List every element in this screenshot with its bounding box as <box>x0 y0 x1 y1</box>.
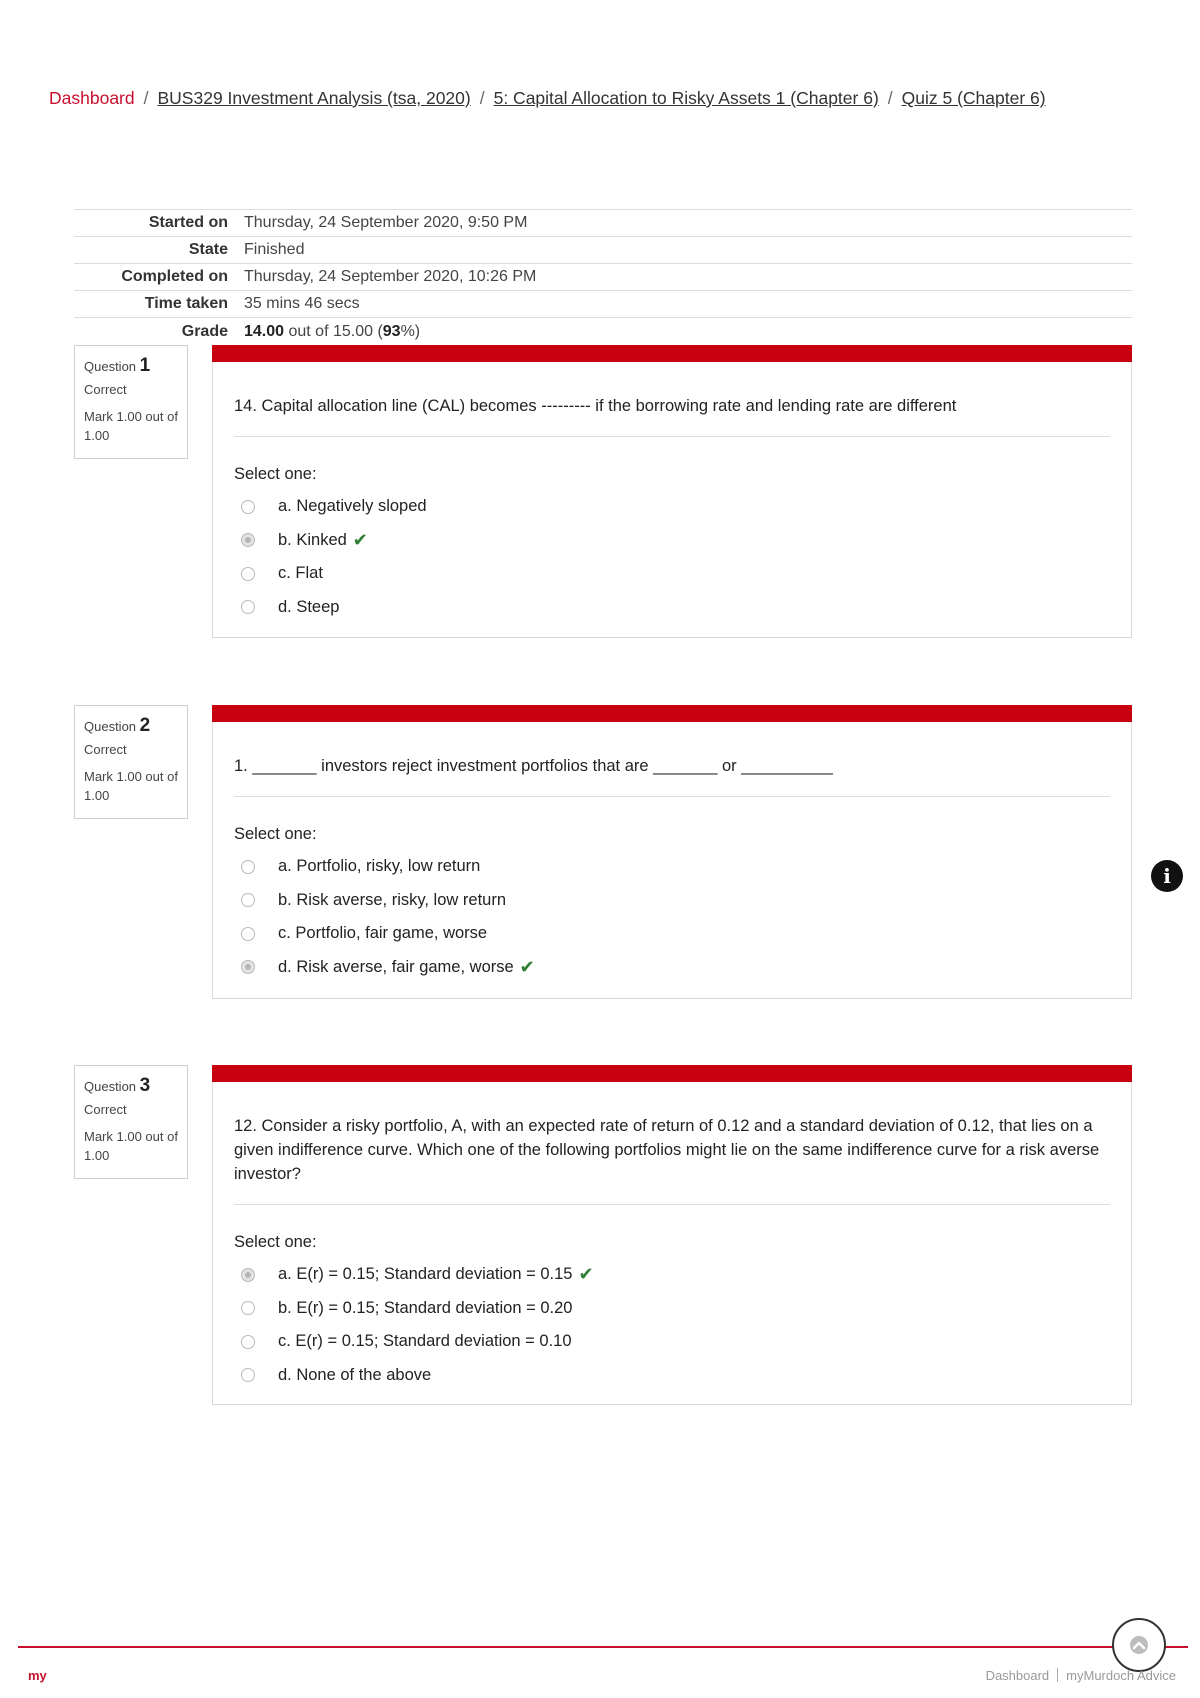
question-number-value: 3 <box>139 1075 151 1096</box>
question-number <box>84 1075 178 1097</box>
breadcrumb-topic-link[interactable]: 5: Capital Allocation to Risky Assets 1 (Chapter 6) <box>493 88 879 108</box>
grade-value <box>228 323 420 341</box>
answer-option[interactable] <box>234 1292 1131 1326</box>
footer-divider <box>18 1646 1188 1648</box>
radio-button-selected[interactable] <box>241 960 255 974</box>
answer-option-label: a. Portfolio, risky, low return <box>278 857 481 876</box>
select-one-prompt: Select one: <box>234 1233 317 1251</box>
answer-option-label: a. Negatively sloped <box>278 497 427 516</box>
summary-row-grade <box>74 318 1132 345</box>
question-number <box>84 715 178 737</box>
question-label: Question <box>84 359 137 374</box>
question-panel <box>212 1065 1132 1405</box>
question-text: 12. Consider a risky portfolio, A, with an expected rate of return of 0.12 and a standard deviation of 0.12, that lies on a given indifference curve. Which one of the following portfolios might lie on the same indifference curve for a risk averse investor? <box>234 1082 1110 1205</box>
answer-option[interactable] <box>234 557 1131 591</box>
question-label: Question <box>84 1079 137 1094</box>
footer-dashboard-link[interactable]: Dashboard <box>985 1668 1050 1683</box>
question-number-value: 1 <box>139 355 151 376</box>
grade-out-of: out of 15.00 ( <box>284 322 383 340</box>
answer-option[interactable] <box>234 1325 1131 1359</box>
question-mark: Mark 1.00 out of 1.00 <box>84 769 178 803</box>
answer-options <box>234 490 1131 624</box>
answer-options <box>234 850 1131 984</box>
question-mark: Mark 1.00 out of 1.00 <box>84 409 178 443</box>
info-icon[interactable]: i <box>1151 860 1183 892</box>
radio-button[interactable] <box>241 567 255 581</box>
question-panel <box>212 705 1132 999</box>
breadcrumb-separator: / <box>479 88 485 108</box>
scroll-to-top-button[interactable] <box>1112 1618 1166 1672</box>
completed-label: Completed on <box>121 268 228 285</box>
footer-separator <box>1057 1668 1058 1682</box>
answer-options <box>234 1258 1131 1392</box>
answer-option[interactable] <box>234 917 1131 951</box>
summary-row-completed <box>74 264 1132 291</box>
time-taken-label: Time taken <box>144 295 228 312</box>
question-info-box <box>74 1065 188 1179</box>
started-label: Started on <box>148 214 228 231</box>
completed-value: Thursday, 24 September 2020, 10:26 PM <box>244 268 537 285</box>
select-one-prompt: Select one: <box>234 465 317 483</box>
question-state: Correct <box>84 382 127 397</box>
radio-button-selected[interactable] <box>241 1268 255 1282</box>
question-text: 1. _______ investors reject investment portfolios that are _______ or __________ <box>234 722 1110 797</box>
question-text: 14. Capital allocation line (CAL) becomes --------- if the borrowing rate and lending rate are different <box>234 362 1110 437</box>
grade-label: Grade <box>181 322 228 340</box>
answer-option[interactable] <box>234 884 1131 918</box>
question-state: Correct <box>84 742 127 757</box>
radio-button[interactable] <box>241 1368 255 1382</box>
answer-option[interactable] <box>234 524 1131 558</box>
answer-option-label: a. E(r) = 0.15; Standard deviation = 0.15 <box>278 1265 573 1284</box>
time-taken-value: 35 mins 46 secs <box>244 295 360 312</box>
summary-row-time <box>74 291 1132 318</box>
grade-percent: 93 <box>382 322 401 340</box>
check-icon: ✔ <box>352 529 368 550</box>
radio-button[interactable] <box>241 927 255 941</box>
footer-links <box>986 1668 1176 1683</box>
radio-button[interactable] <box>241 1301 255 1315</box>
answer-option-label: b. Risk averse, risky, low return <box>278 890 507 909</box>
question-header-bar <box>212 1065 1132 1082</box>
footer-brand-logo[interactable]: my <box>28 1668 47 1683</box>
answer-option-label: b. Kinked <box>278 530 347 549</box>
answer-option[interactable] <box>234 1258 1131 1292</box>
radio-button[interactable] <box>241 893 255 907</box>
question-number-value: 2 <box>139 715 151 736</box>
breadcrumb <box>49 88 1046 109</box>
question-info-box <box>74 345 188 459</box>
answer-option-label: c. Portfolio, fair game, worse <box>278 924 488 943</box>
summary-row-started <box>74 210 1132 237</box>
radio-button[interactable] <box>241 1335 255 1349</box>
answer-option-label: c. Flat <box>278 564 323 583</box>
radio-button[interactable] <box>241 860 255 874</box>
question-info-box <box>74 705 188 819</box>
check-icon: ✔ <box>578 1264 594 1285</box>
breadcrumb-separator: / <box>143 88 149 108</box>
footer-advice-link[interactable]: myMurdoch Advice <box>1066 1668 1176 1683</box>
state-label: State <box>188 241 228 258</box>
answer-option[interactable] <box>234 951 1131 985</box>
breadcrumb-course-link[interactable]: BUS329 Investment Analysis (tsa, 2020) <box>157 88 471 108</box>
question-label: Question <box>84 719 137 734</box>
chevron-up-icon <box>1130 1636 1148 1654</box>
question-mark: Mark 1.00 out of 1.00 <box>84 1129 178 1163</box>
started-value: Thursday, 24 September 2020, 9:50 PM <box>244 214 528 231</box>
answer-option[interactable] <box>234 591 1131 625</box>
attempt-summary-table <box>74 209 1132 345</box>
answer-option-label: d. None of the above <box>278 1365 432 1384</box>
answer-option-label: b. E(r) = 0.15; Standard deviation = 0.20 <box>278 1298 573 1317</box>
answer-option[interactable] <box>234 490 1131 524</box>
answer-option-label: d. Steep <box>278 597 340 616</box>
breadcrumb-quiz-link[interactable]: Quiz 5 (Chapter 6) <box>901 88 1046 108</box>
answer-option-label: d. Risk averse, fair game, worse <box>278 957 514 976</box>
question-header-bar <box>212 705 1132 722</box>
summary-row-state <box>74 237 1132 264</box>
radio-button[interactable] <box>241 600 255 614</box>
breadcrumb-dashboard-link[interactable]: Dashboard <box>49 88 135 108</box>
state-value: Finished <box>244 241 305 258</box>
check-icon: ✔ <box>519 956 535 977</box>
question-header-bar <box>212 345 1132 362</box>
question-number <box>84 355 178 377</box>
answer-option[interactable] <box>234 850 1131 884</box>
grade-score: 14.00 <box>244 322 285 340</box>
select-one-prompt: Select one: <box>234 825 317 843</box>
radio-button-selected[interactable] <box>241 533 255 547</box>
answer-option[interactable] <box>234 1359 1131 1393</box>
grade-percent-suffix: %) <box>400 322 421 340</box>
question-state: Correct <box>84 1102 127 1117</box>
answer-option-label: c. E(r) = 0.15; Standard deviation = 0.10 <box>278 1332 572 1351</box>
question-panel <box>212 345 1132 638</box>
radio-button[interactable] <box>241 500 255 514</box>
breadcrumb-separator: / <box>887 88 893 108</box>
